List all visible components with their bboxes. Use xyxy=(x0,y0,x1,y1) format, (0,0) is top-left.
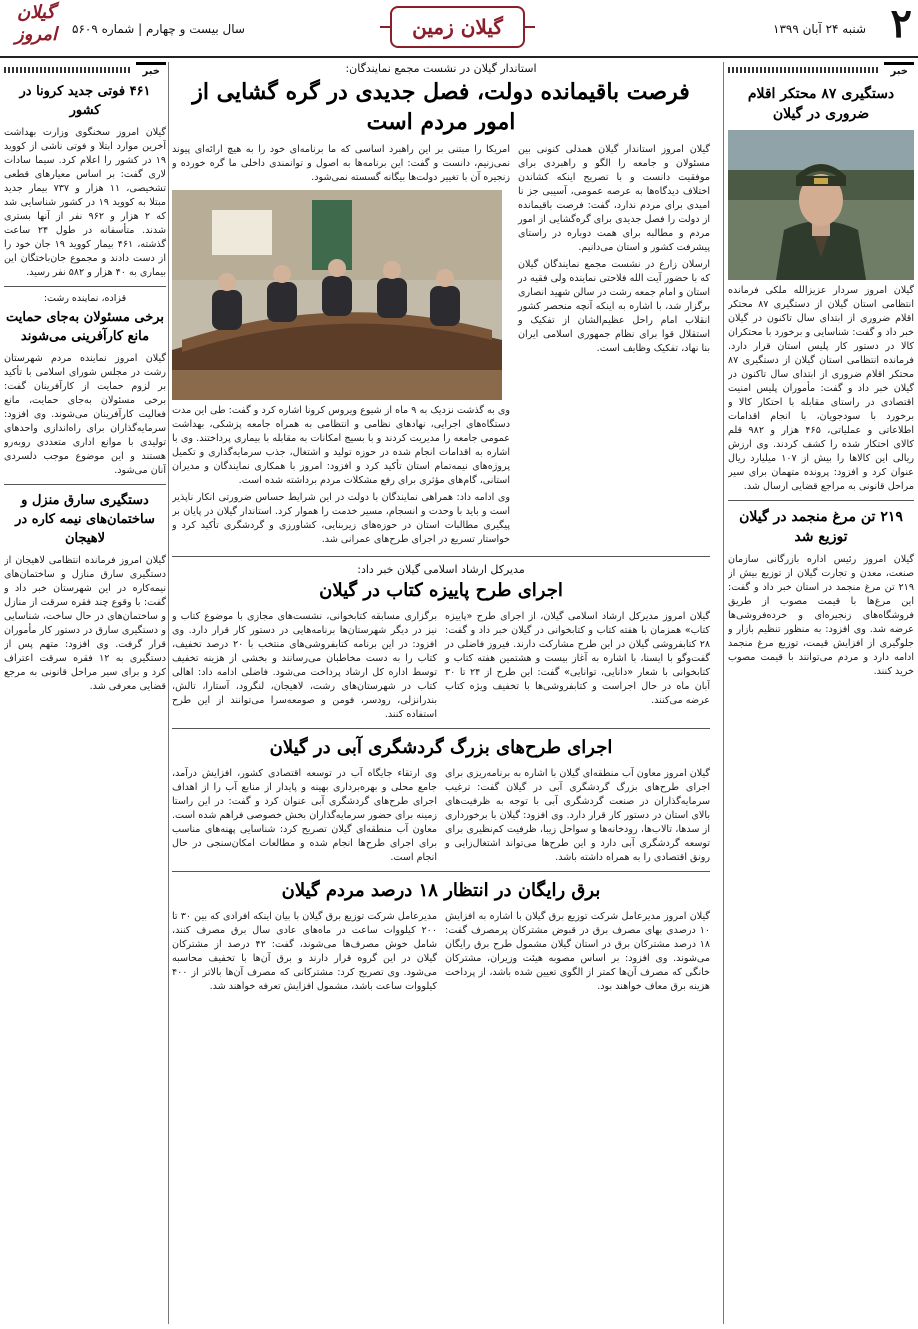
article-body: برگزاری مسابقه کتابخوانی، نشست‌های مجازی با موضوع کتاب و نیز در دیگر شهرستان‌ها برنامه‌هایی در دستور کار قرار دارد. وی افزود: در این برنامه کتابفروشی‌های منتخب با ۲۰ درصد تخفیف، کتاب را به دست مخاطبان می‌رسانند و بخشی از هزینه تخفیف توسط اداره کل ارشاد پرداخت می‌شود. فاضلی ادامه داد: اهالی کتاب در شهرستان‌های رشت، لاهیجان، لنگرود، آستارا، تالش، بندرانزلی، رودسر، فومن و صومعه‌سرا می‌توانند از این طرح استفاده کنند. xyxy=(172,611,437,720)
article-headline[interactable]: اجرای طرح‌های بزرگ گردشگری آبی در گیلان xyxy=(269,737,613,758)
article-body: گیلان امروز مدیرکل ارشاد اسلامی گیلان، از اجرای طرح «پاییزه کتاب» همزمان با هفته کتاب و کتابخوانی در گیلان خبر داد و گفت: ۲۸ کتابفروشی گیلان در این طرح مشارکت دارند. فیروز فاضلی در گفت‌وگو با ایسنا، با اشاره به آغاز بیست و هشتمین هفته کتاب و کتابخوانی با شعار «دانایی، توانایی» گفت: این طرح از ۲۴ تا ۳۰ آبان ماه در حال اجراست و کتابفروشی‌ها با تخفیف ویژه کتاب عرضه می‌کنند. xyxy=(445,611,710,706)
article-body: گیلان امروز سردار عزیزالله ملکی فرمانده انتظامی استان گیلان از دستگیری ۸۷ محتکر اقلام ضروری از ابتدای سال تاکنون در گیلان خبر داد و گفت: شناسایی و برخورد با محتکران کالا در دستور کار پلیس استان قرار دارد. فرمانده انتظامی استان گیلان از دستگیری ۸۷ محتکر اقلام ضروری از ابتدای سال تاکنون در گیلان خبر داد و گفت: مأموران پلیس امنیت اقتصادی در راستای مقابله با احتکار کالا و برخورد با سودجویان، با انجام اقدامات اطلاعاتی و عملیاتی، ۴۶۵ هزار و ۹۸۲ قلم کالای احتکار شده را کشف کردند. وی ارزش ریالی این کالاها را بیش از ۱۰۷ میلیارد ریال عنوان کرد و افزود: پرونده متهمان برای سیر مراحل قانونی به مراجع قضایی ارسال شد. xyxy=(728,285,914,492)
article-kicker: مدیرکل ارشاد اسلامی گیلان خبر داد: xyxy=(357,563,525,576)
section-title: گیلان زمین xyxy=(390,6,525,48)
article-body: گیلان امروز رئیس اداره بازرگانی سازمان صنعت، معدن و تجارت گیلان از توزیع بیش از ۲۱۹ تن مرغ منجمد در استان خبر داد و گفت: این مرغ‌ها با قیمت مصوب از طریق فروشگاه‌های زنجیره‌ای و خرده‌فروشی‌ها عرضه شد. وی افزود: به منظور تنظیم بازار و جلوگیری از افزایش قیمت، توزیع مرغ منجمد ادامه دارد و مردم می‌توانند با قیمت مصوب خرید کنند. xyxy=(728,554,914,677)
article-entrepreneurs xyxy=(4,293,166,478)
article-governor xyxy=(172,62,710,550)
divider xyxy=(4,484,166,485)
article-burglar xyxy=(4,491,166,694)
photo-illustration xyxy=(172,190,502,400)
left-column xyxy=(4,62,166,1324)
article-kicker: استاندار گیلان در نشست مجمع نمایندگان: xyxy=(345,62,537,75)
article-water-tourism xyxy=(172,735,710,865)
column-divider xyxy=(723,62,724,1324)
article-headline[interactable]: برخی مسئولان به‌جای حمایت مانع کارآفرینی می‌شوند xyxy=(5,310,165,344)
right-column xyxy=(728,62,914,1324)
news-tag: خبر xyxy=(136,62,166,78)
main-column xyxy=(172,62,710,1324)
divider xyxy=(172,556,710,557)
article-headline[interactable]: ۲۱۹ تن مرغ منجمد در گیلان توزیع شد xyxy=(739,509,903,545)
page-number: ۲ xyxy=(890,0,912,47)
police-commander-photo xyxy=(728,130,914,280)
paragraph: ارسلان زارع در نشست مجمع نمایندگان گیلان که با حضور آیت الله فلاحتی نماینده ولی فقیه در استان و امام جمعه رشت در سالن شهید انصاری برگزار شد، با اشاره به اینکه آنچه منحصر کشور انقلاب امام راحل عظیم‌الشان از تفکیک و استقلال قوا برای نظام جمهوری اسلامی ایران بنا نهاد، تفکیک وظایف است. xyxy=(518,259,710,354)
article-body: وی ارتقاء جایگاه آب در توسعه اقتصادی کشور، افزایش درآمد، جامع محلی و بهره‌برداری بهینه و پایدار از منابع آب را از اهداف اجرای طرح‌های گردشگری آبی عنوان کرد و گفت: در این راستا زمینه برای حضور سرمایه‌گذاران بخش خصوصی فراهم شده است. معاون آب منطقه‌ای گیلان تصریح کرد: شناسایی پهنه‌های مناسب برای اجرای طرح‌ها انجام شده و مطالعات امکان‌سنجی در حال انجام است. xyxy=(172,768,437,863)
article-body: گیلان امروز نماینده مردم شهرستان رشت در مجلس شورای اسلامی با تأکید بر لزوم حمایت از کارآفرینان گفت: برخی مسئولان به‌جای حمایت، مانع فعالیت کارآفرینان می‌شوند. وی افزود: سرمایه‌گذاران برای راه‌اندازی واحدهای تولیدی با موانع اداری متعددی روبه‌رو هستند و این موضوع موجب دلسردی آنان می‌شود. xyxy=(4,353,166,476)
article-body: گیلان امروز مدیرعامل شرکت توزیع برق گیلان با اشاره به افزایش ۱۰ درصدی بهای مصرف برق در قبوض مشترکان پرمصرف گفت: ۱۸ درصد مشترکان برق در استان گیلان مشمول طرح برق رایگان می‌شوند. وی افزود: بر اساس مصوبه هیئت وزیران، مشترکان خانگی که مصرف آن‌ها کمتر از الگوی تعیین شده باشد، از پرداخت هزینه برق معاف خواهند بود. xyxy=(445,911,710,992)
article-body xyxy=(518,143,710,550)
article-hoarders xyxy=(728,84,914,494)
logo-text: گیلان امروز xyxy=(15,2,57,45)
newspaper-logo xyxy=(6,2,66,52)
paragraph: وی به گذشت نزدیک به ۹ ماه از شیوع ویروس کرونا اشاره کرد و گفت: طی این مدت دستگاه‌های اجرایی، نهادهای نظامی و انتظامی به همراه جامعه پزشکی، بهداشت عمومی جامعه را مدیریت کردند و با بسیج امکانات به مقابله با بیماری پرداختند. وی با اشاره به اقدامات انجام شده در حوزه تولید و اشتغال، جذب سرمایه‌گذاری و تکمیل پروژه‌های نیمه‌تمام استان تأکید کرد و افزود: امروز با همکاری نمایندگان و مدیران استانی، گام‌های مؤثری برای رفع مشکلات مردم برداشته شده است. xyxy=(172,405,510,486)
article-headline[interactable]: ۴۶۱ فوتی جدید کرونا در کشور xyxy=(19,84,151,118)
masthead xyxy=(0,0,918,58)
article-headline[interactable]: دستگیری ۸۷ محتکر اقلام ضروری در گیلان xyxy=(747,86,895,122)
divider xyxy=(728,500,914,501)
column-divider xyxy=(168,62,169,1324)
article-headline[interactable]: اجرای طرح پاییزه کتاب در گیلان xyxy=(319,580,563,601)
article-covid xyxy=(4,82,166,280)
photo-illustration xyxy=(728,130,914,280)
article-body: گیلان امروز فرمانده انتظامی لاهیجان از دستگیری سارق منازل و ساختمان‌های نیمه‌کاره در این شهرستان خبر داد و گفت: با وقوع چند فقره سرقت از منازل و ساختمان‌های در حال ساخت، شناسایی و دستگیری سارق در دستور کار مأموران قرار گرفت. وی افزود: متهم پس از دستگیری به ۱۲ فقره سرقت اعتراف کرد و برای سیر مراحل قانونی به مرجع قضایی معرفی شد. xyxy=(4,555,166,692)
news-tag-bar xyxy=(4,62,166,78)
article-body: گیلان امروز معاون آب منطقه‌ای گیلان با اشاره به برنامه‌ریزی برای اجرای طرح‌های بزرگ گردشگری آبی در گیلان گفت: ترغیب سرمایه‌گذاران در صنعت گردشگری آبی با توجه به ظرفیت‌های بالای استان در دستور کار قرار دارد. وی افزود: گیلان با برخورداری از سدها، تالاب‌ها، رودخانه‌ها و سواحل زیبا، ظرفیت کم‌نظیری برای توسعه گردشگری آبی دارد و این طرح‌ها می‌تواند اشتغال‌زایی و رونق اقتصادی را به همراه داشته باشد. xyxy=(445,768,710,863)
news-tag-bar xyxy=(728,62,914,78)
article-frozen-chicken xyxy=(728,507,914,679)
article-headline[interactable]: دستگیری سارق منزل و ساختمان‌های نیمه کاره در لاهیجان xyxy=(15,493,155,546)
paragraph: گیلان امروز استاندار گیلان همدلی کنونی بین مسئولان و جامعه را الگو و راهبردی برای موفقیت دانست و با تصریح اینکه کشاندن اختلاف دیدگاه‌ها به عرصه عمومی، آسیبی جز نا امیدی برای مردم ندارد، گفت: فرصت باقیمانده از دولت را فصل جدیدی برای گره‌گشایی از امور مردم و مطالبه برای همت دوباره در راستای پیشرفت کشور و استان می‌دانیم. xyxy=(518,144,710,253)
divider xyxy=(172,728,710,729)
article-body: مدیرعامل شرکت توزیع برق گیلان با بیان اینکه افرادی که بین ۳۰ تا ۲۰۰ کیلووات ساعت در ماه‌های عادی سال برق مصرف کنند، شامل خوش مصرف‌ها می‌شوند، گفت: ۴۲ درصد از مشترکان گیلان در این گروه قرار دارند و برق آن‌ها با تخفیف محاسبه می‌شود. وی تصریح کرد: مشترکانی که مصرف آن‌ها بالاتر از ۴۰۰ کیلووات ساعت باشد، مشمول افزایش تعرفه خواهند شد. xyxy=(172,911,437,992)
divider xyxy=(4,286,166,287)
edition-info: سال بیست و چهارم | شماره ۵۶۰۹ xyxy=(72,22,245,36)
issue-date: شنبه ۲۴ آبان ۱۳۹۹ xyxy=(773,22,866,36)
article-headline[interactable]: فرصت باقیمانده دولت، فصل جدیدی در گره گشایی از امور مردم است xyxy=(192,79,690,135)
article-kicker: قزاده، نماینده رشت: xyxy=(43,293,127,304)
article-book-autumn xyxy=(172,563,710,722)
paragraph: وی ادامه داد: همراهی نمایندگان با دولت در این شرایط حساس ضرورتی انکار ناپذیر است و باید با وحدت و انسجام، مسیر خدمت را هموار کرد. استاندار گیلان در پایان بر پیگیری مطالبات استان در حوزه‌های زیربنایی، کشاورزی و گردشگری تأکید کرد و خواستار تسریع در اجرای طرح‌های عمرانی شد. xyxy=(172,492,510,545)
divider xyxy=(172,871,710,872)
article-free-electricity xyxy=(172,878,710,994)
article-body: گیلان امروز سخنگوی وزارت بهداشت آخرین موارد ابتلا و فوتی ناشی از کووید ۱۹ در کشور را اعلام کرد. سیما سادات لاری گفت: بر اساس معیارهای قطعی تشخیصی، ۱۱ هزار و ۷۳۷ بیمار جدید مبتلا به کووید ۱۹ در کشور شناسایی شد که ۲ هزار و ۹۶۲ نفر از آنها بستری شدند. متأسفانه در طول ۲۴ ساعت گذشته، ۴۶۱ بیمار کووید ۱۹ جان خود را از دست دادند و مجموع جان‌باختگان این بیماری به ۴۰ هزار و ۵۸۲ نفر رسید. xyxy=(4,127,166,278)
article-body xyxy=(172,143,510,550)
article-headline[interactable]: برق رایگان در انتظار ۱۸ درصد مردم گیلان xyxy=(281,880,601,901)
news-tag: خبر xyxy=(884,62,914,78)
paragraph: امریکا را مبتنی بر این راهبرد اساسی که ما برنامه‌ای خود را به هیچ ارائه‌ای پیوند نمی‌زنیم، دانست و گفت: این برنامه‌ها به اصول و توانمندی داخلی ما گره خورده و زنجیره آن با تغییر دولت‌ها بیگانه گسسته نمی‌شود. xyxy=(172,144,510,183)
meeting-photo xyxy=(172,190,502,400)
